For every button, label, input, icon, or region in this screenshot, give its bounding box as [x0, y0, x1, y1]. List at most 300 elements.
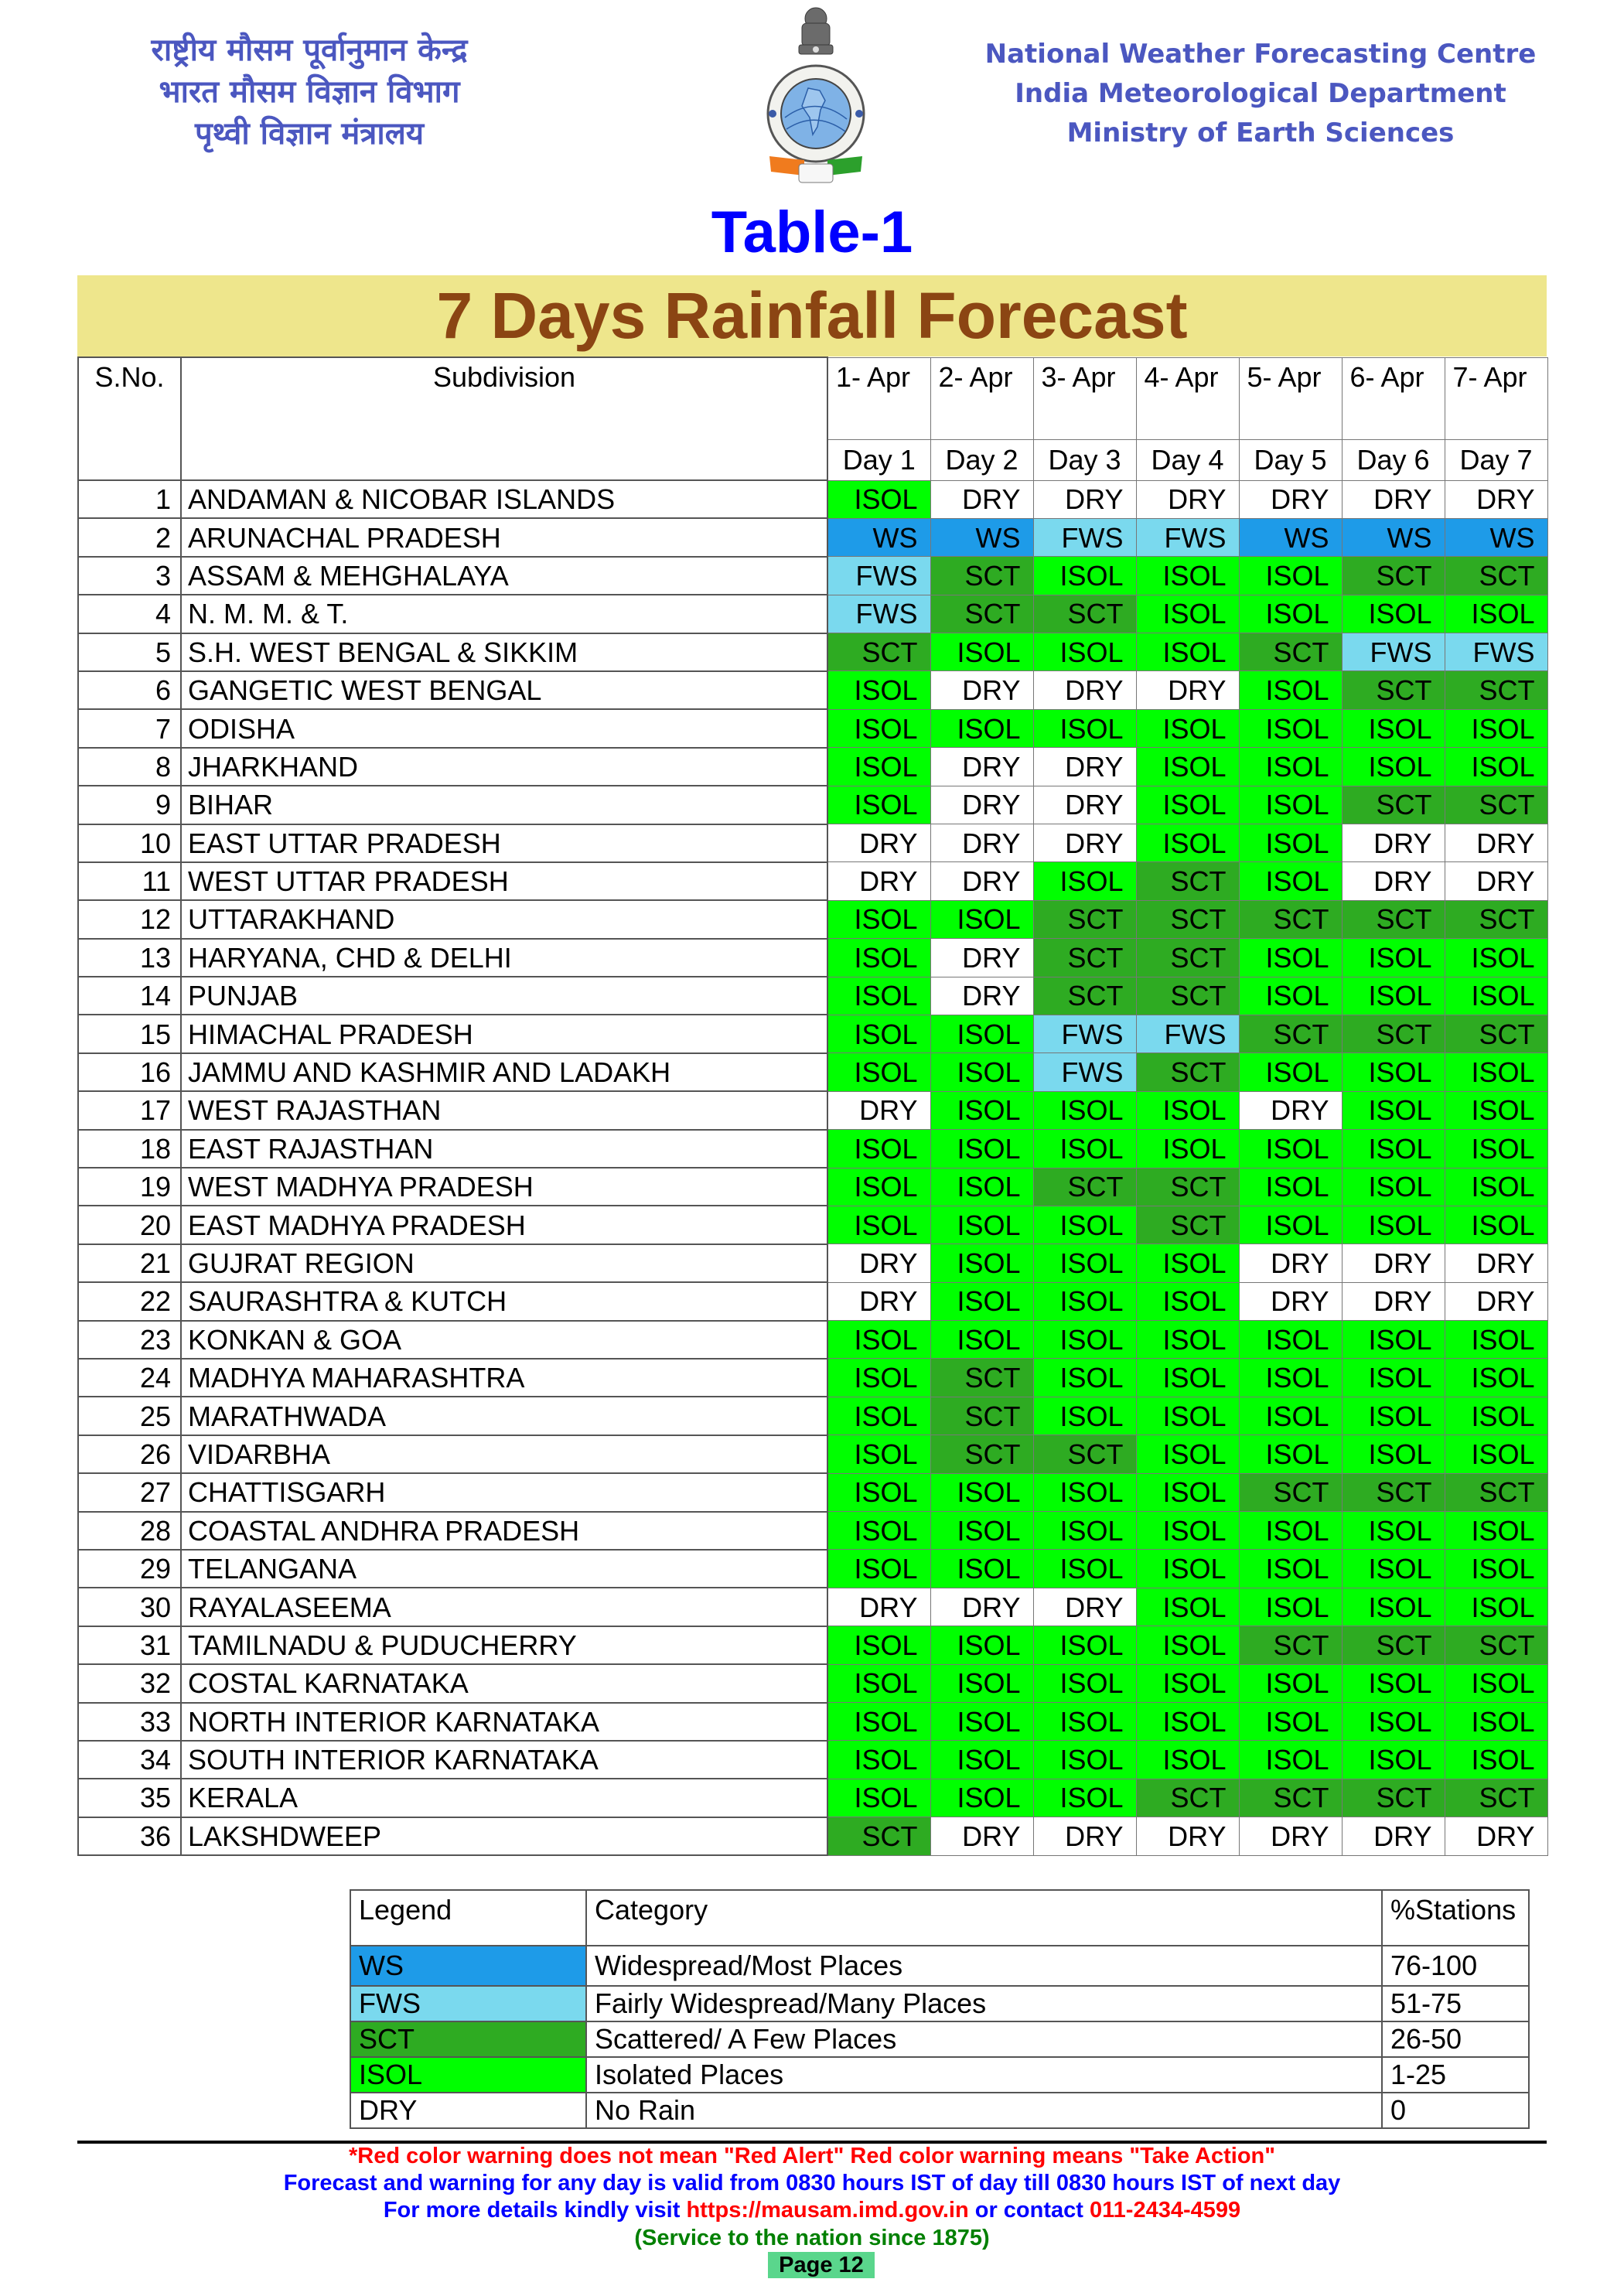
validity-note: Forecast and warning for any day is valid from 0830 hours IST of day till 0830 hours IST of next day [283, 2171, 1341, 2195]
forecast-cell: ISOL [1033, 1206, 1136, 1244]
serial-number: 9 [78, 786, 181, 824]
legend-code-swatch: ISOL [350, 2057, 586, 2093]
english-line: National Weather Forecasting Centre [984, 39, 1537, 70]
forecast-cell: ISOL [827, 1703, 930, 1741]
serial-number: 1 [78, 480, 181, 518]
service-note: (Service to the nation since 1875) [634, 2226, 990, 2250]
forecast-cell: DRY [1136, 671, 1239, 709]
forecast-cell: FWS [827, 595, 930, 633]
legend-header-row [350, 1890, 1529, 1946]
date-header: 5- Apr [1239, 357, 1342, 439]
table-row [78, 1091, 1547, 1129]
subdivision-name: S.H. WEST BENGAL & SIKKIM [181, 633, 827, 671]
english-org-header [974, 35, 1547, 153]
forecast-cell: DRY [930, 1817, 1033, 1855]
forecast-cell: ISOL [827, 1321, 930, 1359]
forecast-cell: DRY [930, 1588, 1033, 1626]
legend-code-swatch: SCT [350, 2021, 586, 2057]
forecast-cell: ISOL [827, 1130, 930, 1168]
forecast-cell: DRY [1033, 824, 1136, 862]
table-row [78, 1626, 1547, 1664]
forecast-cell: DRY [930, 786, 1033, 824]
table-row [78, 824, 1547, 862]
day-header: Day 1 [827, 439, 930, 480]
forecast-cell: SCT [1239, 633, 1342, 671]
forecast-cell: DRY [1445, 480, 1547, 518]
forecast-cell: ISOL [1342, 939, 1445, 977]
table-row [78, 1473, 1547, 1511]
subdivision-name: GUJRAT REGION [181, 1244, 827, 1282]
forecast-cell: DRY [827, 1282, 930, 1320]
forecast-cell: ISOL [1239, 1130, 1342, 1168]
serial-number: 34 [78, 1741, 181, 1779]
forecast-cell: ISOL [827, 1473, 930, 1511]
forecast-cell: ISOL [1136, 1321, 1239, 1359]
forecast-cell: ISOL [1136, 595, 1239, 633]
forecast-cell: ISOL [1136, 1091, 1239, 1129]
serial-number: 13 [78, 939, 181, 977]
forecast-cell: SCT [930, 1359, 1033, 1397]
forecast-cell: ISOL [1136, 748, 1239, 786]
serial-number: 18 [78, 1130, 181, 1168]
forecast-cell: ISOL [1136, 1435, 1239, 1473]
forecast-cell: ISOL [930, 1473, 1033, 1511]
forecast-cell: ISOL [1342, 1168, 1445, 1206]
table-row [78, 518, 1547, 556]
subdivision-name: SOUTH INTERIOR KARNATAKA [181, 1741, 827, 1779]
forecast-cell: ISOL [1445, 1741, 1547, 1779]
forecast-cell: FWS [1033, 518, 1136, 556]
forecast-banner: 7 Days Rainfall Forecast [77, 275, 1547, 357]
table-row [78, 1359, 1547, 1397]
forecast-cell: ISOL [1445, 977, 1547, 1015]
forecast-cell: FWS [1136, 518, 1239, 556]
forecast-cell: ISOL [1342, 709, 1445, 747]
forecast-cell: ISOL [1445, 1053, 1547, 1091]
rainfall-forecast-table [77, 357, 1548, 1856]
forecast-cell: ISOL [1033, 1626, 1136, 1664]
forecast-cell: SCT [930, 1435, 1033, 1473]
forecast-cell: ISOL [1445, 939, 1547, 977]
forecast-cell: SCT [1136, 1206, 1239, 1244]
table-row [78, 748, 1547, 786]
forecast-cell: ISOL [1342, 1550, 1445, 1588]
forecast-cell: ISOL [1239, 1168, 1342, 1206]
forecast-cell: ISOL [1136, 1626, 1239, 1664]
forecast-cell: ISOL [1033, 1664, 1136, 1702]
forecast-cell: DRY [1342, 1817, 1445, 1855]
forecast-cell: SCT [1239, 1015, 1342, 1052]
stations-header: %Stations [1382, 1890, 1529, 1946]
forecast-cell: SCT [1445, 1626, 1547, 1664]
table-row [78, 709, 1547, 747]
subdivision-name: WEST UTTAR PRADESH [181, 862, 827, 900]
hindi-line: भारत मौसम विज्ञान विभाग [159, 74, 460, 110]
forecast-cell: DRY [1445, 1282, 1547, 1320]
forecast-cell: ISOL [1239, 595, 1342, 633]
date-header: 4- Apr [1136, 357, 1239, 439]
forecast-cell: ISOL [827, 1550, 930, 1588]
forecast-cell: FWS [1342, 633, 1445, 671]
forecast-cell: SCT [1445, 900, 1547, 938]
forecast-cell: DRY [930, 748, 1033, 786]
date-header: 2- Apr [930, 357, 1033, 439]
forecast-cell: SCT [827, 633, 930, 671]
forecast-cell: ISOL [827, 1664, 930, 1702]
forecast-cell: ISOL [1239, 1588, 1342, 1626]
forecast-cell: ISOL [1136, 633, 1239, 671]
legend-stations: 0 [1382, 2093, 1529, 2128]
table-row [78, 862, 1547, 900]
serial-number: 17 [78, 1091, 181, 1129]
forecast-cell: ISOL [1342, 1664, 1445, 1702]
subdivision-name: JAMMU AND KASHMIR AND LADAKH [181, 1053, 827, 1091]
hindi-org-header [70, 29, 549, 155]
legend-code-swatch: FWS [350, 1986, 586, 2021]
forecast-cell: ISOL [827, 939, 930, 977]
forecast-cell: WS [930, 518, 1033, 556]
forecast-cell: WS [1342, 518, 1445, 556]
forecast-cell: ISOL [1239, 557, 1342, 595]
forecast-cell: SCT [1136, 977, 1239, 1015]
legend-category: Scattered/ A Few Places [586, 2021, 1382, 2057]
forecast-cell: ISOL [930, 1244, 1033, 1282]
date-header: 3- Apr [1033, 357, 1136, 439]
forecast-cell: SCT [1445, 1779, 1547, 1817]
forecast-cell: ISOL [1239, 1512, 1342, 1550]
forecast-cell: SCT [930, 595, 1033, 633]
hindi-line: पृथ्वी विज्ञान मंत्रालय [194, 116, 425, 152]
forecast-cell: FWS [827, 557, 930, 595]
table-row [78, 1397, 1547, 1435]
forecast-cell: ISOL [930, 900, 1033, 938]
forecast-cell: ISOL [1342, 1588, 1445, 1626]
forecast-cell: SCT [1342, 1779, 1445, 1817]
forecast-cell: DRY [930, 480, 1033, 518]
forecast-cell: ISOL [1033, 1244, 1136, 1282]
forecast-cell: ISOL [930, 633, 1033, 671]
forecast-cell: SCT [1342, 1626, 1445, 1664]
forecast-cell: ISOL [827, 1512, 930, 1550]
serial-number: 30 [78, 1588, 181, 1626]
forecast-cell: ISOL [1445, 1130, 1547, 1168]
legend-stations: 76-100 [1382, 1946, 1529, 1986]
forecast-cell: ISOL [1033, 1130, 1136, 1168]
forecast-cell: ISOL [1136, 1703, 1239, 1741]
forecast-cell: DRY [930, 671, 1033, 709]
forecast-cell: ISOL [827, 1359, 930, 1397]
forecast-cell: ISOL [930, 1130, 1033, 1168]
forecast-cell: DRY [1239, 1244, 1342, 1282]
forecast-cell: DRY [1033, 671, 1136, 709]
forecast-cell: DRY [827, 862, 930, 900]
english-line: India Meteorological Department [1015, 78, 1506, 109]
forecast-cell: ISOL [1342, 1206, 1445, 1244]
serial-number: 19 [78, 1168, 181, 1206]
forecast-cell: ISOL [1342, 595, 1445, 633]
forecast-cell: SCT [1342, 1473, 1445, 1511]
forecast-cell: ISOL [1239, 786, 1342, 824]
legend-row [350, 2057, 1529, 2093]
serial-number: 27 [78, 1473, 181, 1511]
table-header-row-dates [78, 357, 1547, 439]
serial-number: 36 [78, 1817, 181, 1855]
forecast-cell: DRY [1445, 862, 1547, 900]
table-row [78, 939, 1547, 977]
category-header: Category [586, 1890, 1382, 1946]
table-row [78, 1435, 1547, 1473]
forecast-cell: SCT [827, 1817, 930, 1855]
subdivision-name: ASSAM & MEHGHALAYA [181, 557, 827, 595]
forecast-cell: ISOL [827, 1779, 930, 1817]
forecast-cell: ISOL [1342, 1435, 1445, 1473]
table-row [78, 1817, 1547, 1855]
forecast-cell: ISOL [827, 900, 930, 938]
subdivision-name: EAST UTTAR PRADESH [181, 824, 827, 862]
subdivision-name: COSTAL KARNATAKA [181, 1664, 827, 1702]
table-row [78, 1282, 1547, 1320]
forecast-cell: ISOL [930, 1015, 1033, 1052]
legend-category: Fairly Widespread/Many Places [586, 1986, 1382, 2021]
forecast-cell: SCT [1342, 900, 1445, 938]
forecast-cell: SCT [1033, 977, 1136, 1015]
forecast-cell: DRY [1239, 480, 1342, 518]
subdivision-name: VIDARBHA [181, 1435, 827, 1473]
forecast-cell: ISOL [1239, 977, 1342, 1015]
legend-category: Widespread/Most Places [586, 1946, 1382, 1986]
forecast-cell: DRY [827, 1588, 930, 1626]
forecast-cell: ISOL [930, 1703, 1033, 1741]
subdivision-name: PUNJAB [181, 977, 827, 1015]
subdivision-name: EAST RAJASTHAN [181, 1130, 827, 1168]
forecast-cell: ISOL [1445, 1550, 1547, 1588]
forecast-cell: ISOL [1136, 1664, 1239, 1702]
serial-number: 20 [78, 1206, 181, 1244]
table-row [78, 1664, 1547, 1702]
forecast-cell: ISOL [827, 1206, 930, 1244]
forecast-cell: DRY [1445, 824, 1547, 862]
forecast-cell: ISOL [1342, 1397, 1445, 1435]
forecast-cell: SCT [1239, 900, 1342, 938]
legend-row [350, 2021, 1529, 2057]
forecast-cell: ISOL [1445, 1435, 1547, 1473]
forecast-cell: DRY [1342, 480, 1445, 518]
forecast-cell: SCT [1342, 786, 1445, 824]
forecast-cell: DRY [1033, 748, 1136, 786]
serial-number: 15 [78, 1015, 181, 1052]
forecast-cell: SCT [1136, 900, 1239, 938]
forecast-cell: WS [827, 518, 930, 556]
table-row [78, 1168, 1547, 1206]
forecast-cell: ISOL [1239, 748, 1342, 786]
table-row [78, 595, 1547, 633]
forecast-cell: ISOL [1033, 862, 1136, 900]
forecast-cell: FWS [1136, 1015, 1239, 1052]
subdivision-name: MADHYA MAHARASHTRA [181, 1359, 827, 1397]
subdivision-header: Subdivision [181, 357, 827, 480]
forecast-cell: ISOL [1136, 1588, 1239, 1626]
date-header: 1- Apr [827, 357, 930, 439]
forecast-cell: ISOL [930, 1168, 1033, 1206]
forecast-cell: SCT [1033, 900, 1136, 938]
legend-stations: 1-25 [1382, 2057, 1529, 2093]
forecast-cell: ISOL [827, 1015, 930, 1052]
forecast-cell: ISOL [1136, 1741, 1239, 1779]
forecast-cell: ISOL [1033, 1550, 1136, 1588]
subdivision-name: MARATHWADA [181, 1397, 827, 1435]
forecast-cell: ISOL [1239, 1359, 1342, 1397]
forecast-cell: FWS [1445, 633, 1547, 671]
forecast-cell: DRY [1239, 1091, 1342, 1129]
table-row [78, 1588, 1547, 1626]
forecast-cell: ISOL [1445, 595, 1547, 633]
forecast-cell: DRY [1342, 824, 1445, 862]
serial-number: 26 [78, 1435, 181, 1473]
forecast-cell: ISOL [827, 748, 930, 786]
legend-table [350, 1889, 1530, 2129]
forecast-cell: ISOL [1342, 977, 1445, 1015]
forecast-cell: ISOL [930, 1321, 1033, 1359]
forecast-cell: ISOL [1445, 1359, 1547, 1397]
forecast-cell: DRY [1136, 1817, 1239, 1855]
forecast-cell: FWS [1033, 1015, 1136, 1052]
red-warning-note: *Red color warning does not mean "Red Alert" Red color warning means "Take Action" [348, 2144, 1276, 2168]
forecast-cell: DRY [827, 824, 930, 862]
forecast-cell: ISOL [1136, 1473, 1239, 1511]
page-number-badge: Page 12 [768, 2252, 875, 2278]
forecast-cell: ISOL [930, 1741, 1033, 1779]
forecast-cell: ISOL [1342, 1741, 1445, 1779]
forecast-cell: ISOL [1342, 1091, 1445, 1129]
legend-code-swatch: WS [350, 1946, 586, 1986]
table-row [78, 1015, 1547, 1052]
day-header: Day 3 [1033, 439, 1136, 480]
forecast-cell: ISOL [1136, 1397, 1239, 1435]
forecast-cell: ISOL [1445, 1397, 1547, 1435]
forecast-cell: ISOL [1239, 1741, 1342, 1779]
forecast-cell: SCT [1033, 595, 1136, 633]
forecast-cell: SCT [1445, 1015, 1547, 1052]
sno-header: S.No. [78, 357, 181, 480]
table-row [78, 633, 1547, 671]
forecast-cell: ISOL [1342, 1321, 1445, 1359]
forecast-cell: DRY [1033, 1817, 1136, 1855]
forecast-cell: ISOL [930, 709, 1033, 747]
website-link[interactable]: https://mausam.imd.gov.in [686, 2198, 969, 2223]
subdivision-name: LAKSHDWEEP [181, 1817, 827, 1855]
legend-row [350, 2093, 1529, 2128]
forecast-cell: SCT [930, 1397, 1033, 1435]
forecast-cell: SCT [1445, 671, 1547, 709]
forecast-cell: DRY [1033, 1588, 1136, 1626]
forecast-cell: DRY [1136, 480, 1239, 518]
table-row [78, 1703, 1547, 1741]
forecast-cell: DRY [1239, 1282, 1342, 1320]
forecast-cell: DRY [930, 977, 1033, 1015]
table-row [78, 1244, 1547, 1282]
imd-logo [762, 2, 870, 187]
serial-number: 7 [78, 709, 181, 747]
forecast-cell: ISOL [1445, 1512, 1547, 1550]
forecast-cell: ISOL [1136, 1130, 1239, 1168]
table-row [78, 1550, 1547, 1588]
forecast-cell: ISOL [1239, 939, 1342, 977]
forecast-cell: ISOL [1239, 1053, 1342, 1091]
forecast-cell: ISOL [1033, 557, 1136, 595]
forecast-cell: ISOL [1136, 786, 1239, 824]
forecast-cell: ISOL [827, 1397, 930, 1435]
forecast-cell: SCT [1136, 1779, 1239, 1817]
legend-header: Legend [350, 1890, 586, 1946]
forecast-cell: SCT [1033, 939, 1136, 977]
forecast-cell: ISOL [1445, 1321, 1547, 1359]
table-row [78, 671, 1547, 709]
serial-number: 3 [78, 557, 181, 595]
forecast-cell: WS [1445, 518, 1547, 556]
forecast-cell: ISOL [1342, 1703, 1445, 1741]
forecast-cell: ISOL [930, 1779, 1033, 1817]
forecast-cell: ISOL [930, 1550, 1033, 1588]
forecast-cell: ISOL [1033, 709, 1136, 747]
table-row [78, 1053, 1547, 1091]
forecast-cell: ISOL [930, 1053, 1033, 1091]
forecast-cell: SCT [1136, 939, 1239, 977]
subdivision-name: HIMACHAL PRADESH [181, 1015, 827, 1052]
table-row [78, 1741, 1547, 1779]
table-row [78, 1130, 1547, 1168]
forecast-cell: DRY [1445, 1817, 1547, 1855]
forecast-cell: ISOL [1239, 862, 1342, 900]
forecast-cell: ISOL [1342, 1130, 1445, 1168]
forecast-cell: ISOL [827, 1053, 930, 1091]
forecast-cell: ISOL [1033, 1282, 1136, 1320]
forecast-cell: ISOL [1033, 1397, 1136, 1435]
forecast-cell: SCT [1033, 1435, 1136, 1473]
forecast-cell: ISOL [1239, 1664, 1342, 1702]
forecast-cell: ISOL [1136, 1244, 1239, 1282]
table-row [78, 900, 1547, 938]
forecast-cell: SCT [1342, 1015, 1445, 1052]
subdivision-name: TAMILNADU & PUDUCHERRY [181, 1626, 827, 1664]
forecast-cell: ISOL [827, 1626, 930, 1664]
legend-category: Isolated Places [586, 2057, 1382, 2093]
serial-number: 28 [78, 1512, 181, 1550]
serial-number: 5 [78, 633, 181, 671]
forecast-cell: SCT [1239, 1473, 1342, 1511]
contact-prefix: For more details kindly visit [383, 2198, 687, 2223]
forecast-cell: ISOL [1136, 1512, 1239, 1550]
subdivision-name: EAST MADHYA PRADESH [181, 1206, 827, 1244]
forecast-cell: WS [1239, 518, 1342, 556]
subdivision-name: COASTAL ANDHRA PRADESH [181, 1512, 827, 1550]
serial-number: 29 [78, 1550, 181, 1588]
subdivision-name: JHARKHAND [181, 748, 827, 786]
forecast-cell: DRY [1445, 1244, 1547, 1282]
forecast-cell: ISOL [1445, 1664, 1547, 1702]
subdivision-name: GANGETIC WEST BENGAL [181, 671, 827, 709]
forecast-cell: ISOL [1033, 1512, 1136, 1550]
legend-stations: 51-75 [1382, 1986, 1529, 2021]
forecast-cell: ISOL [1033, 633, 1136, 671]
forecast-cell: ISOL [827, 709, 930, 747]
subdivision-name: HARYANA, CHD & DELHI [181, 939, 827, 977]
forecast-cell: ISOL [1239, 1550, 1342, 1588]
forecast-cell: DRY [1239, 1817, 1342, 1855]
forecast-cell: ISOL [1239, 1435, 1342, 1473]
subdivision-name: WEST MADHYA PRADESH [181, 1168, 827, 1206]
imd-emblem-icon [762, 2, 870, 187]
serial-number: 21 [78, 1244, 181, 1282]
